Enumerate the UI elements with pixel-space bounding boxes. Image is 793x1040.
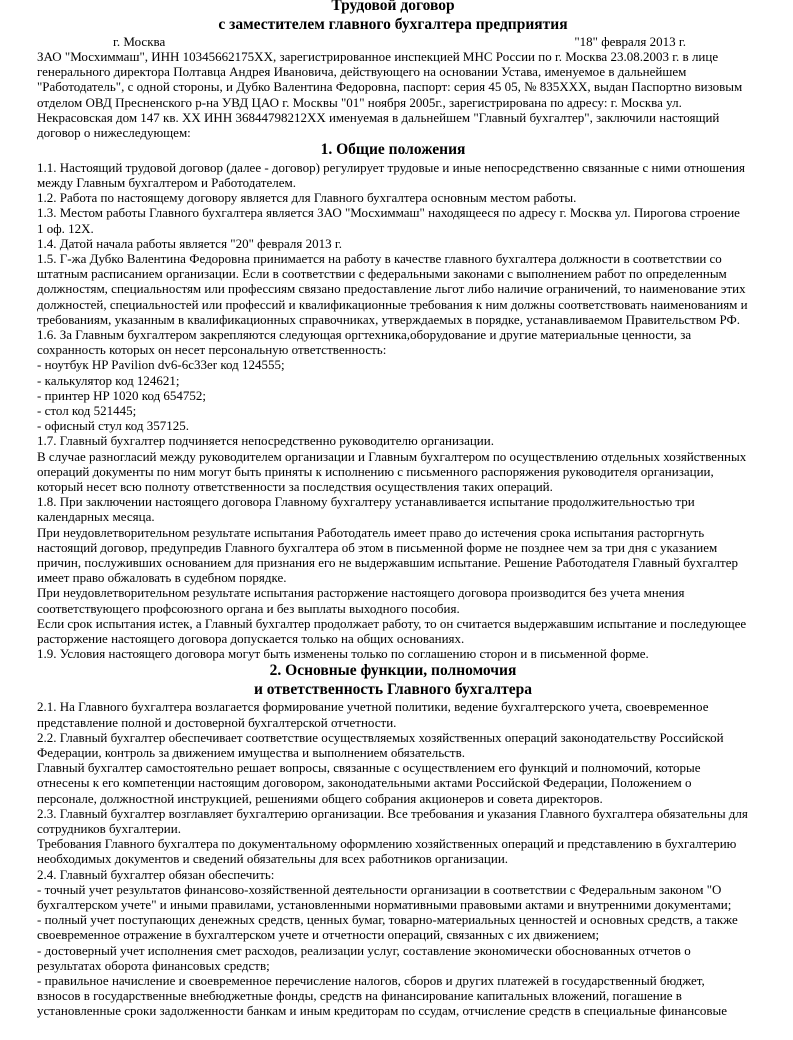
equipment-item-chair: - офисный стул код 357125. xyxy=(37,418,189,434)
clause-1-3: 1.3. Местом работы Главного бухгалтера является ЗАО "Мосхиммаш" находящееся по адресу г. Москва ул. Пирогова строение 1 оф. 12X. xyxy=(37,205,740,236)
clause-1-5: 1.5. Г-жа Дубко Валентина Федоровна принимается на работу в качестве главного бухгалтера должности в соответствии со штатным расписанием организации. Если в соответствии с федеральными законами с выполнением работ по определенным должностям, специальностям или профессиям связано предоставление льгот либо наличие ограничений, то наименование этих должностей, специальностей или профессий и квалификационные требования к ним должны соответствовать наименованиям и требованиям, указанным в квалификационных справочниках, утверждаемых в порядке, устанавливаемом Правительством РФ. xyxy=(37,250,748,327)
equipment-item-calculator: - калькулятор код 124621; xyxy=(37,372,180,388)
duty-budget-accounting: - достоверный учет исполнения смет расходов, реализации услуг, составление экономически обоснованных отчетов о результатах оборота финансовых средств; xyxy=(37,942,691,973)
clause-2-2-independence: Главный бухгалтер самостоятельно решает вопросы, связанные с осуществлением его функций и полномочий, которые отнесены к его компетенции настоящим договором, законодательными актами Российской Федерации, Положением о персонале, должностной инструкцией, решениями общего собрания акционеров и совета директоров. xyxy=(37,760,701,806)
duty-tax-payments: - правильное начисление и своевременное перечисление налогов, сборов и других платежей в государственный бюджет, взносов в государственные внебюджетные фонды, средств на финансирование капитальных вложений, погашение в установленные сроки задолженности банкам и иным кредиторам по ссудам, отчисление средств в специальные финансовые xyxy=(37,973,728,1019)
clause-1-8-expired: Если срок испытания истек, а Главный бухгалтер продолжает работу, то он считается выдержавшим испытание и последующее расторжение настоящего договора допускается только на общих основаниях. xyxy=(37,615,747,647)
clause-2-2: 2.2. Главный бухгалтер обеспечивает соответствие осуществляемых хозяйственных операций законодательству Российской Федерации, контроль за движением имущества и выполнением обязательств. xyxy=(37,729,724,761)
equipment-item-printer: - принтер HP 1020 код 654752; xyxy=(37,387,207,403)
clause-2-3-requirements: Требования Главного бухгалтера по документальному оформлению хозяйственных операций и представлению в бухгалтерию необходимых документов и сведений обязательны для всех работников организации. xyxy=(37,836,737,867)
clause-1-1: 1.1. Настоящий трудовой договор (далее - договор) регулирует трудовые и иные непосредственно связанные с ними отношения между Главным бухгалтером и Работодателем. xyxy=(37,159,745,190)
equipment-item-desk: - стол код 521445; xyxy=(37,402,137,418)
duty-accurate-accounting: - точный учет результатов финансово-хозяйственной деятельности организации в соответствии с Федеральным законом "О бухгалтерском учете" и иными правилами, установленными нормативными правовыми актами и внутренними документами; xyxy=(37,881,732,913)
preamble-paragraph: ЗАО "Мосхиммаш", ИНН 10345662175XX, зарегистрированное инспекцией МНС России по г. Москва 23.08.2003 г. в лице генерального директора Полтавца Андрея Ивановича, действующего на основании Устава, именуемое в дальнейшем "Работодатель", с одной стороны, и Дубко Валентина Федоровна, паспорт: серия 45 05, № 835XXX, выдан Паспортно визовым отделом ОВД Пресненского р-на УВД ЦАО г. Москвы "01" ноября 2005г., зарегистрирована по адресу: г. Москва ул. Некрасовская дом 147 кв. XX ИНН 36844798212XX именуемая в дальнейшем "Главный бухгалтер", заключили настоящий договор о нижеследующем: xyxy=(37,49,743,141)
contract-page xyxy=(37,0,749,1019)
clause-1-2: 1.2. Работа по настоящему договору является для Главного бухгалтера основным местом работы. xyxy=(37,190,577,206)
clause-1-7: 1.7. Главный бухгалтер подчиняется непосредственно руководителю организации. xyxy=(37,433,494,449)
clause-1-4: 1.4. Датой начала работы является "20" февраля 2013 г. xyxy=(37,235,342,251)
document-title-line1: Трудовой договор xyxy=(331,0,455,14)
contract-date: "18" февраля 2013 г. xyxy=(574,34,686,49)
section2-heading-line1: 2. Основные функции, полномочия xyxy=(269,662,517,680)
city-date-row xyxy=(37,34,749,49)
section2-heading-line2: и ответственность Главного бухгалтера xyxy=(254,680,532,698)
clause-1-7-disagreement: В случае разногласий между руководителем организации и Главным бухгалтером по осуществлению отдельных хозяйственных операций документы по ним могут быть приняты к исполнению с письменного распоряжения руководителя организации, который несет всю полноту ответственности за последствия осуществления таких операций. xyxy=(37,448,747,494)
clause-2-3: 2.3. Главный бухгалтер возглавляет бухгалтерию организации. Все требования и указания Главного бухгалтера обязательны для сотрудников бухгалтерии. xyxy=(37,805,748,837)
clause-1-8: 1.8. При заключении настоящего договора Главному бухгалтеру устанавливается испытание продолжительностью три календарных месяца. xyxy=(37,494,695,525)
clause-1-8-unsatisfactory-result: При неудовлетворительном результате испытания Работодатель имеет право до истечения срока испытания расторгнуть настоящий договор, предупредив Главного бухгалтера об этом в письменной форме не позднее чем за три дня с указанием причин, послуживших основанием для признания его не выдержавшим испытание. Решение Работодателя Главный бухгалтер имеет право обжаловать в судебном порядке. xyxy=(37,524,738,586)
clause-1-8-termination: При неудовлетворительном результате испытания расторжение настоящего договора производится без учета мнения соответствующего профсоюзного органа и без выплаты выходного пособия. xyxy=(37,585,685,616)
contract-city: г. Москва xyxy=(113,34,166,49)
document-title-line2: с заместителем главного бухгалтера предприятия xyxy=(218,16,568,33)
duty-full-accounting: - полный учет поступающих денежных средств, ценных бумаг, товарно-материальных ценностей и основных средств, а также своевременное отражение в бухгалтерском учете и отчетности операций, связанных с их движением; xyxy=(37,912,738,943)
clause-2-1: 2.1. На Главного бухгалтера возлагается формирование учетной политики, ведение бухгалтерского учета, своевременное представление полной и достоверной бухгалтерской отчетности. xyxy=(37,699,709,730)
clause-1-9: 1.9. Условия настоящего договора могут быть изменены только по соглашению сторон и в письменной форме. xyxy=(37,646,649,662)
equipment-item-laptop: - ноутбук HP Pavilion dv6-6c33er код 124555; xyxy=(37,357,285,373)
clause-2-4: 2.4. Главный бухгалтер обязан обеспечить: xyxy=(37,866,275,882)
clause-1-6: 1.6. За Главным бухгалтером закрепляются следующая оргтехника,оборудование и другие материальные ценности, за сохранность которых он несет персональную ответственность: xyxy=(37,326,692,358)
section1-heading: 1. Общие положения xyxy=(320,141,466,159)
